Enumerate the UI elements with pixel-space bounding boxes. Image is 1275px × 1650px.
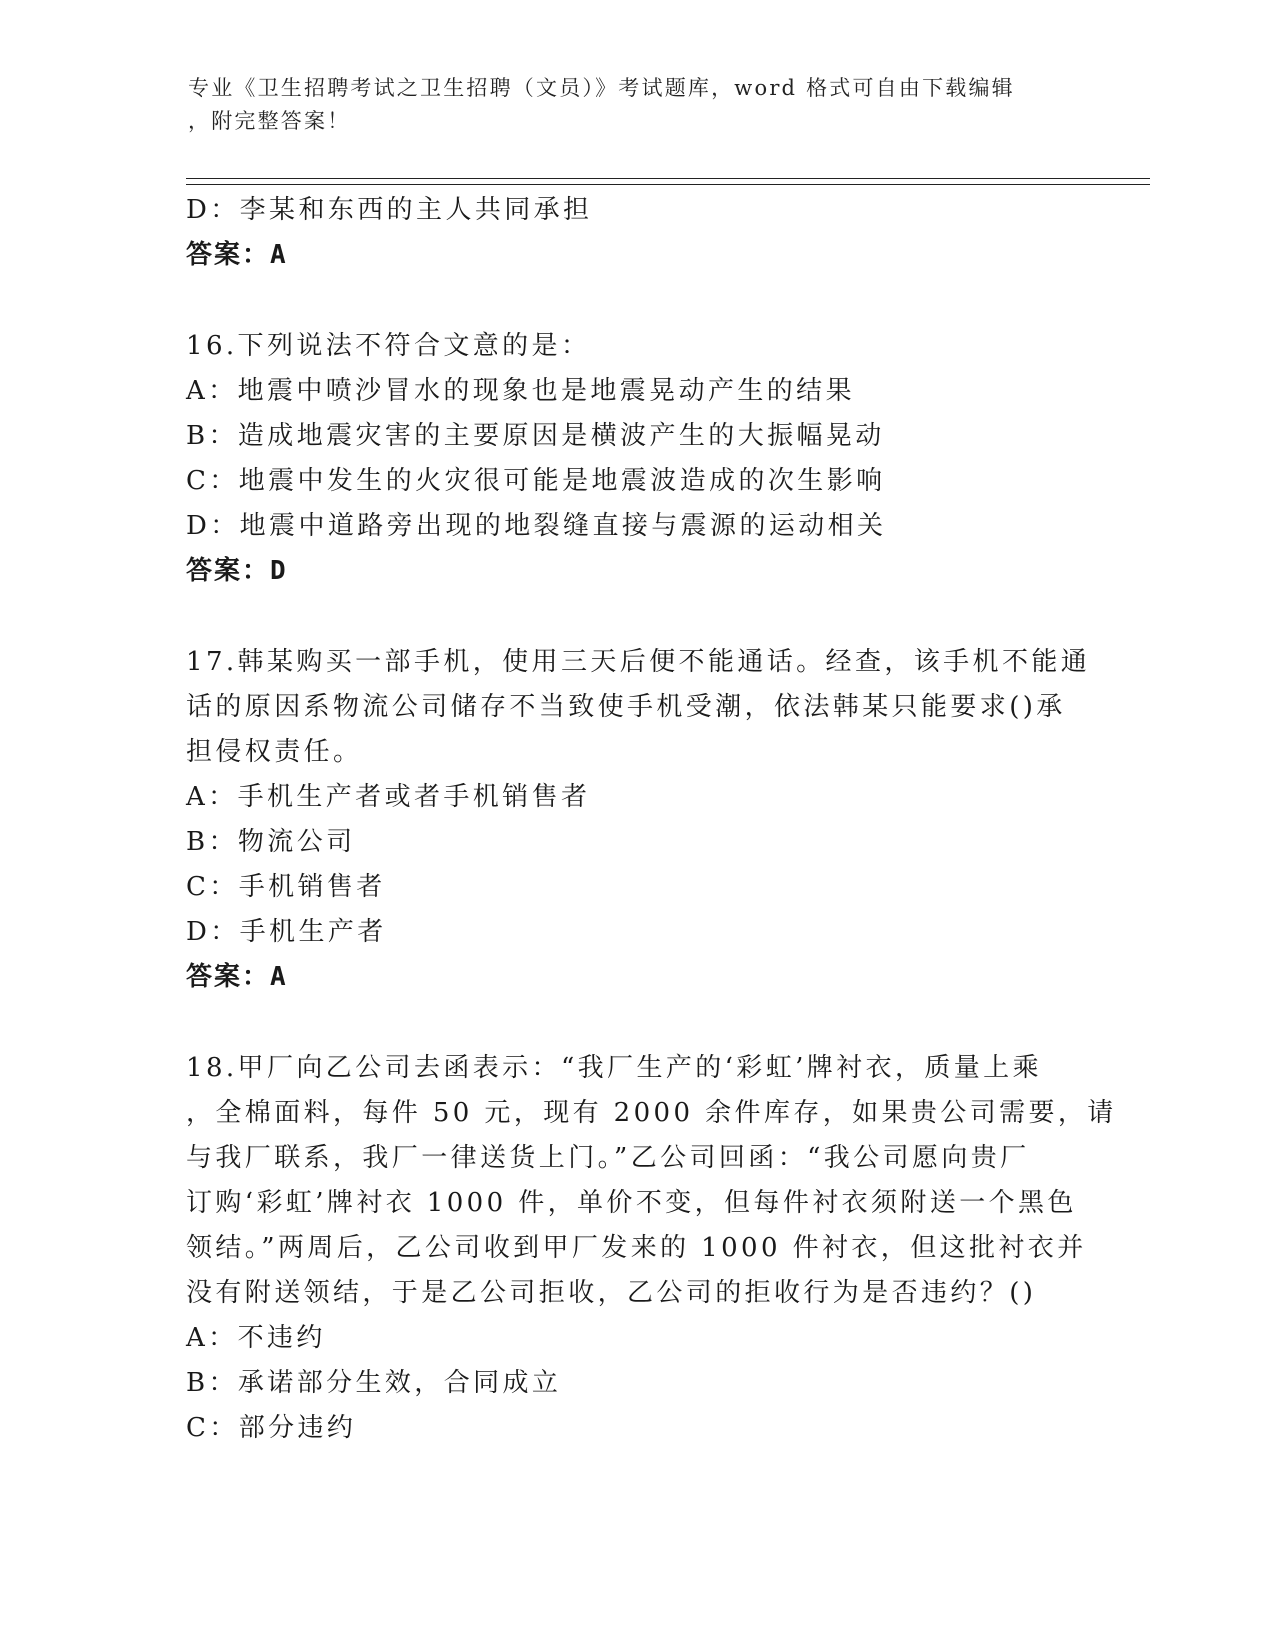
option-d: D：地震中道路旁出现的地裂缝直接与震源的运动相关 <box>186 511 887 541</box>
question-stem-line-3: 担侵权责任。 <box>186 737 363 767</box>
answer-line <box>186 955 1086 1000</box>
answer-value: A <box>270 962 290 992</box>
option-c: C：部分违约 <box>186 1413 357 1443</box>
question-15-tail <box>186 188 1086 278</box>
header-double-rule <box>186 178 1150 185</box>
answer-line <box>186 549 1086 594</box>
question-17 <box>186 640 1091 1000</box>
answer-value: D <box>270 556 290 586</box>
spacer <box>186 594 1086 640</box>
option-b: B：物流公司 <box>186 827 356 857</box>
option-a: A：地震中喷沙冒水的现象也是地震晃动产生的结果 <box>186 376 855 406</box>
question-stem-line-3: 与我厂联系，我厂一律送货上门。”乙公司回函：“我公司愿向贵厂 <box>186 1143 1030 1173</box>
question-16 <box>186 324 1086 594</box>
question-18 <box>186 1046 1117 1451</box>
option-d: D：手机生产者 <box>186 917 387 947</box>
option-d: D：李某和东西的主人共同承担 <box>186 195 593 225</box>
question-stem: 16.下列说法不符合文意的是： <box>186 331 591 361</box>
question-stem-line-2: ，全棉面料，每件 50 元，现有 2000 余件库存，如果贵公司需要，请 <box>186 1098 1117 1128</box>
header-line-1: 专业《卫生招聘考试之卫生招聘（文员）》考试题库，word 格式可自由下载编辑 <box>188 76 1015 100</box>
question-stem-line-1: 17.韩某购买一部手机，使用三天后便不能通话。经查，该手机不能通 <box>186 647 1091 677</box>
answer-value: A <box>270 240 290 270</box>
answer-label: 答案： <box>186 240 271 270</box>
option-c: C：手机销售者 <box>186 872 386 902</box>
option-c: C：地震中发生的火灾很可能是地震波造成的次生影响 <box>186 466 886 496</box>
question-stem-line-1: 18.甲厂向乙公司去函表示：“我厂生产的‘彩虹’牌衬衣，质量上乘 <box>186 1053 1042 1083</box>
question-stem-line-4: 订购‘彩虹’牌衬衣 1000 件，单价不变，但每件衬衣须附送一个黑色 <box>186 1188 1077 1218</box>
question-stem-line-6: 没有附送领结，于是乙公司拒收，乙公司的拒收行为是否违约？() <box>186 1278 1037 1308</box>
answer-line <box>186 233 1086 278</box>
option-b: B：承诺部分生效，合同成立 <box>186 1368 562 1398</box>
option-a: A：手机生产者或者手机销售者 <box>186 782 591 812</box>
answer-label: 答案： <box>186 556 271 586</box>
document-body <box>186 188 1117 1451</box>
option-b: B：造成地震灾害的主要原因是横波产生的大振幅晃动 <box>186 421 885 451</box>
header-line-2: ，附完整答案！ <box>188 109 351 133</box>
option-a: A：不违约 <box>186 1323 326 1353</box>
answer-label: 答案： <box>186 962 271 992</box>
document-header <box>188 72 1088 138</box>
spacer <box>186 1000 1086 1046</box>
question-stem-line-2: 话的原因系物流公司储存不当致使手机受潮，依法韩某只能要求()承 <box>186 692 1066 722</box>
spacer <box>186 278 1086 324</box>
question-stem-line-5: 领结。”两周后，乙公司收到甲厂发来的 1000 件衬衣，但这批衬衣并 <box>186 1233 1087 1263</box>
